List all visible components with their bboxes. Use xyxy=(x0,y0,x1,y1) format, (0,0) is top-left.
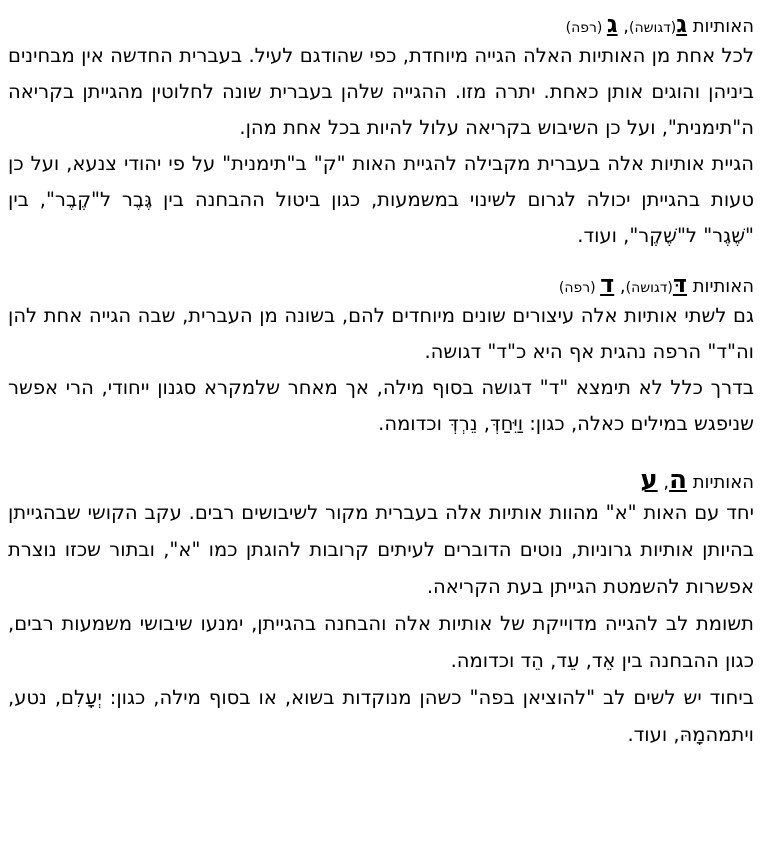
heading-note-rafe: (רפה) xyxy=(565,20,607,36)
heading-prefix: האותיות xyxy=(686,276,754,297)
paragraph: לכל אחת מן האותיות האלה הגייה מיוחדת, כפי שהודגם לעיל. בעברית החדשה אין מבחינים ביניהן והוגים אותן כאחת. יתרה מזו. ההגייה שלהן בעברית שונה לחלוטין מהגייתן בקריאה ה"תימנית", ועל כן השיבוש בקריאה עלול להיות בכל אחת מהן. xyxy=(8,44,754,139)
paragraph: יחד עם האות "א" מהוות אותיות אלה בעברית מקור לשיבושים רבים. עקב הקושי שבהגייתן בהיותן אותיות גרוניות, נוטים הדוברים לעיתים קרובות להוגתן כמו "א", ובתור שכזו נוצרת אפשרות להשמטת הגייתן בעת הקריאה. xyxy=(8,501,754,598)
section-heading-gimel xyxy=(8,10,754,38)
heading-letter-dagesh: ג xyxy=(676,10,687,38)
heading-letter-dagesh: דּ xyxy=(672,270,687,298)
heading-letter-rafe: ג xyxy=(606,10,618,38)
paragraph: בדרך כלל לא תימצא "ד" דגושה בסוף מילה, אך מאחר שלמקרא סגנון ייחודי, הרי אפשר שניפגש במילים כאלה, כגון: וַיִּחַדְּ, נֵרְדְּ וכדומה. xyxy=(8,376,754,435)
heading-prefix: האותיות xyxy=(686,472,754,493)
heading-note-dagesh: (דגושה) xyxy=(625,280,673,296)
section-heading-he-ayin xyxy=(8,466,754,494)
heading-note-dagesh: (דגושה) xyxy=(629,20,677,36)
heading-separator: , xyxy=(617,16,630,37)
heading-separator: , xyxy=(657,472,670,493)
paragraph: תשומת לב להגייה מדוייקת של אותיות אלה והבחנה בהגייתן, ימנעו שיבושי משמעות רבים, כגון ההבחנה בין אֵד, עֵד, הֵד וכדומה. xyxy=(8,612,754,672)
heading-note-rafe: (רפה) xyxy=(558,280,601,296)
document-page xyxy=(8,8,754,753)
paragraph: גם לשתי אותיות אלה עיצורים שונים מיוחדים להם, בשונה מן העברית, שבה הגייה אחת להן וה"ד" הרפה נהגית אף היא כ"ד" דגושה. xyxy=(8,304,754,363)
heading-prefix: האותיות xyxy=(686,16,754,37)
heading-letter-rafe: ד xyxy=(600,270,615,298)
paragraph: ביחוד יש לשים לב "להוציאן בפה" כשהן מנוקדות בשוא, או בסוף מילה, כגון: יְעָלִם, נטע, ויתמהמָהּ, ועוד. xyxy=(8,686,754,746)
heading-letter-ayin: ע xyxy=(640,465,658,495)
section-heading-dalet xyxy=(8,270,754,298)
paragraph: הגיית אותיות אלה בעברית מקבילה להגיית האות "ק" ב"תימנית" על פי יהודי צנעא, ועל כן טעות בהגייתן יכולה לגרום לשינוי במשמעות, כגון ביטול ההבחנה בין גֶּבֶר ל"קֶבֶר", בין "שֶׁגֶר" ל"שֶׁקֶר", ועוד. xyxy=(8,152,754,247)
heading-separator: , xyxy=(614,276,626,297)
heading-letter-he: ה xyxy=(669,465,687,495)
